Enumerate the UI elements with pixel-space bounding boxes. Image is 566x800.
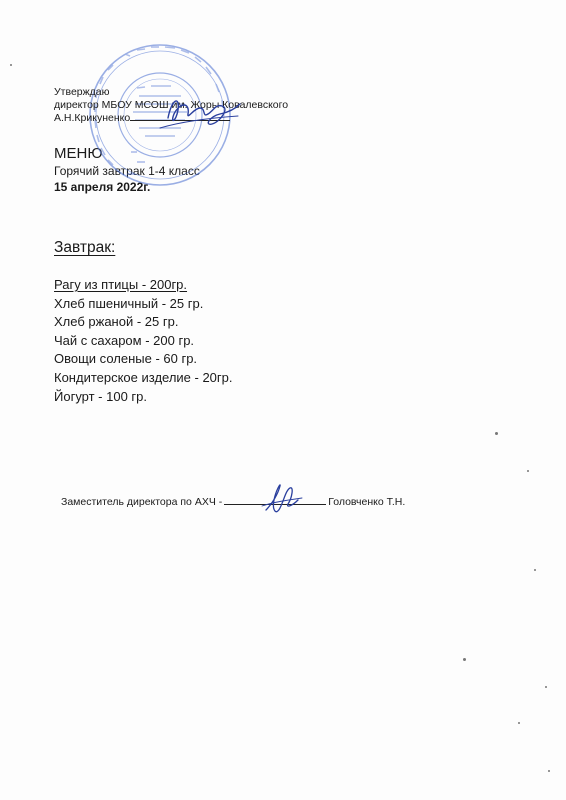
footer-position: Заместитель директора по АХЧ - [61,496,223,508]
meal-heading: Завтрак: [54,239,116,256]
scan-speck [10,64,12,66]
meal-item: Овощи соленые - 60 гр. [54,351,198,367]
approval-position: директор МБОУ МСОШ им. Жоры Ковалевского [54,98,289,111]
scan-speck [534,569,536,571]
menu-date: 15 апреля 2022г. [54,180,151,194]
footer-name: Головченко Т.Н. [328,496,406,508]
meal-item: Чай с сахаром - 200 гр. [54,332,195,348]
meal-items-list [54,276,233,406]
approval-name: А.Н.Крикуненко [54,112,131,124]
menu-subtitle: Горячий завтрак 1-4 класс [54,164,200,178]
meal-item: Хлеб ржаной - 25 гр. [54,314,179,330]
footer-signature-icon [258,480,303,520]
approval-signature-icon [150,88,245,133]
menu-title: МЕНЮ [54,145,103,162]
scan-speck [545,686,547,688]
scan-speck [527,470,529,472]
meal-item: Хлеб пшеничный - 25 гр. [54,295,204,311]
meal-item: Йогурт - 100 гр. [54,388,148,404]
approval-title: Утверждаю [54,86,110,98]
meal-item: Кондитерское изделие - 20гр. [54,369,233,385]
footer-signature-row [61,495,405,508]
scan-speck [548,770,550,772]
scan-speck [518,722,520,724]
scan-speck [463,658,466,661]
scan-speck [495,432,498,435]
meal-item: Рагу из птицы - 200гр. [54,277,188,292]
